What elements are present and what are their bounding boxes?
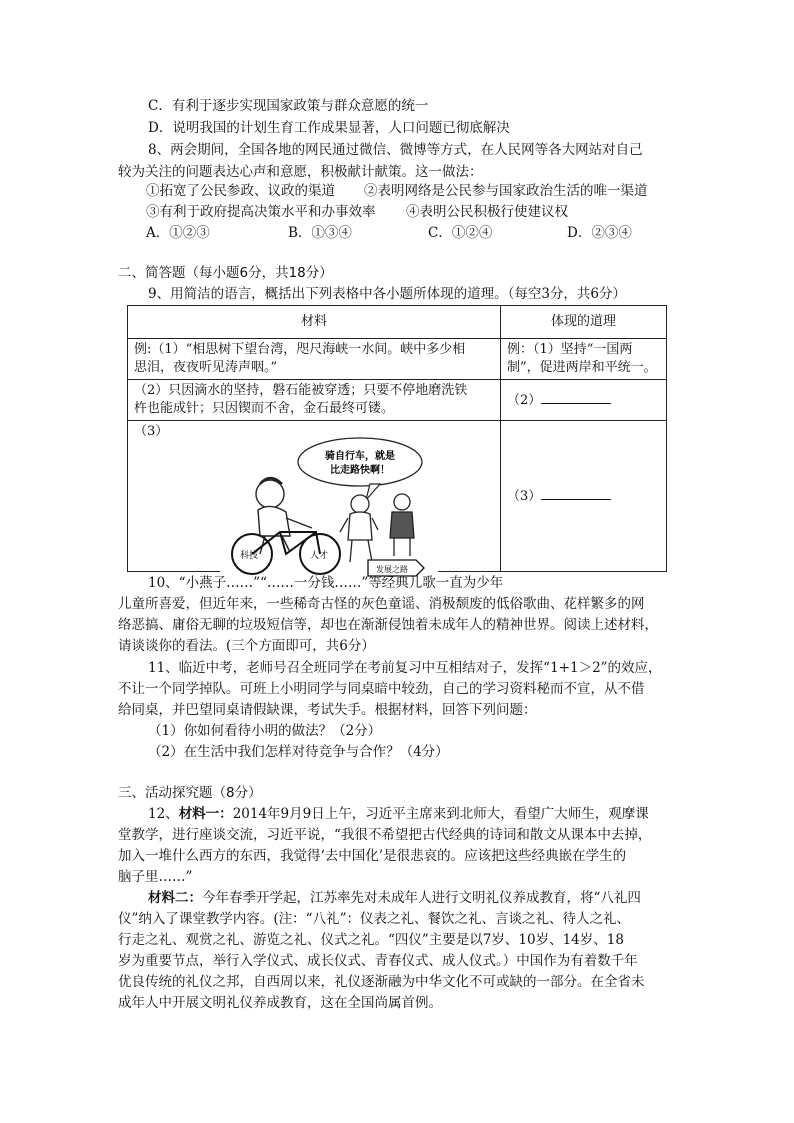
q7-option-d: D．说明我国的计划生育工作成果显著，人口问题已彻底解决 [148, 120, 510, 136]
q11-sub1: （1）你如何看待小明的做法？（2分） [148, 723, 382, 739]
speech-text-2: 比走路快啊！ [330, 465, 390, 476]
row1-material-line2: 思泪，夜夜听见涛声咽。” [134, 360, 278, 375]
road-sign-text: 发展之路 [376, 565, 408, 574]
q9-stem: 9、用简洁的语言，概括出下列表格中各小题所体现的道理。（每空3分，共6分） [148, 286, 627, 302]
row1-material-line1: 例:（1）“相思树下望台湾，咫尺海峡一水间。峡中多少相 [134, 342, 466, 357]
row3-principle-label: （3） [507, 488, 542, 504]
wheel-label-right: 人才 [310, 551, 329, 561]
table-row1-material [128, 339, 501, 380]
answer-blank-3[interactable] [541, 487, 611, 500]
q8-option-a: A．①②③ [146, 225, 210, 241]
material2-label: 材料二： [148, 890, 202, 906]
q8-item-3: ③有利于政府提高决策水平和办事效率 [146, 204, 376, 220]
material1-line3: 加入一堆什么西方的东西，我觉得‘去中国化’是很悲哀的。应该把这些经典嵌在学生的 [118, 848, 627, 864]
material1-line4: 脑子里……” [118, 869, 193, 885]
material1-text-1: 2014年9月9日上午，习近平主席来到北师大，看望广大师生，观摩课 [232, 806, 649, 822]
material2-line3: 行走之礼、观赏之礼、游览之礼、仪式之礼。“四仪”主要是以7岁、10岁、14岁、18 [118, 932, 624, 948]
row1-principle-line1: 例：（1）坚持“一国两 [507, 342, 633, 357]
table-row1-principle [501, 339, 667, 380]
q12-label: 12、 [148, 806, 179, 822]
speech-text-1: 骑自行车，就是 [325, 451, 395, 462]
table-row2-material [128, 380, 501, 421]
q8-option-b: B．①③④ [288, 225, 352, 241]
q8-item-2: ②表明网络是公民参与国家政治生活的唯一渠道 [364, 183, 648, 199]
q11-line1: 11、临近中考，老师号召全班同学在考前复习中互相结对子，发挥“1+1＞2”的效应， [148, 660, 662, 676]
material2-line6: 成年人中开展文明礼仪养成教育，这在全国尚属首例。 [118, 995, 442, 1011]
row2-material-line2: 杵也能成针；只因锲而不舍，金石最终可镂。 [134, 401, 395, 416]
wheel-label-left: 科技 [240, 551, 259, 561]
cartoon-illustration [220, 432, 438, 577]
table-row3-principle [501, 421, 667, 572]
speech-bubble [298, 438, 422, 486]
section2-title: 二、简答题（每小题6分，共18分） [118, 265, 333, 281]
material2-text-1: 今年春季开学起，江苏率先对未成年人进行文明礼仪养成教育，将“八礼四 [202, 890, 641, 906]
q8-stem-line1: 8、两会期间，全国各地的网民通过微信、微博等方式，在人民网等各大网站对自己 [148, 142, 643, 158]
q11-line2: 不让一个同学掉队。可班上小明同学与同桌暗中较劲，自己的学习资料秘而不宣，从不借 [118, 681, 645, 697]
q11-line3: 给同桌，并巴望同桌请假缺课，考试失手。根据材料，回答下列问题： [118, 702, 537, 718]
q12-material1-line1 [148, 805, 649, 823]
q10-line3: 络恶搞、庸俗无聊的垃圾短信等，却也在渐渐侵蚀着未成年人的精神世界。阅读上述材料， [118, 617, 658, 633]
material2-line5: 优良传统的礼仪之邦，自西周以来，礼仪逐渐融为中华文化不可或缺的一部分。在全省未 [118, 974, 645, 990]
material1-label: 材料一： [178, 806, 233, 822]
row2-principle-label: （2） [507, 392, 542, 408]
answer-blank-2[interactable] [541, 391, 611, 404]
row3-material-label: （3） [134, 424, 169, 439]
material2-line2: 仪”纳入了课堂教学内容。(注：“八礼”：仪表之礼、餐饮之礼、言谈之礼、待人之礼、 [118, 911, 630, 927]
q8-item-4: ④表明公民积极行使建议权 [406, 204, 568, 220]
q10-line2: 儿童所喜爱，但近年来，一些稀奇古怪的灰色童谣、消极颓废的低俗歌曲、花样繁多的网 [118, 596, 645, 612]
table-header-material: 材料 [128, 306, 501, 339]
material2-line4: 岁为重要节点，举行入学仪式、成长仪式、青春仪式、成人仪式。）中国作为有着数千年 [118, 953, 638, 969]
q11-sub2: （2）在生活中我们怎样对待竞争与合作？（4分） [148, 744, 449, 760]
q8-option-d: D．②③④ [567, 225, 632, 241]
q8-option-c: C．①②④ [428, 225, 493, 241]
q10-line4: 请谈谈你的看法。(三个方面即可，共6分） [118, 638, 375, 654]
q7-option-c: C．有利于逐步实现国家政策与群众意愿的统一 [148, 98, 429, 114]
q10-line1: 10、“小燕子……”“……一分钱……”等经典儿歌一直为少年 [148, 575, 504, 591]
section3-title: 三、活动探究题（8分） [118, 785, 262, 801]
table-header-principle: 体现的道理 [501, 306, 667, 339]
q8-stem-line2: 较为关注的问题表达心声和意愿，积极献计献策。这一做法： [118, 164, 483, 180]
row2-material-line1: （2）只因滴水的坚持，磐石能被穿透；只要不停地磨洗铁 [134, 383, 468, 398]
material1-line2: 堂教学，进行座谈交流，习近平说，“我很不希望把古代经典的诗词和散文从课本中去掉， [118, 827, 652, 843]
table-row2-principle [501, 380, 667, 421]
material2-line1 [148, 889, 641, 907]
row1-principle-line2: 制”，促进两岸和平统一。 [507, 360, 657, 375]
q8-item-1: ①拓宽了公民参政、议政的渠道 [146, 183, 335, 199]
